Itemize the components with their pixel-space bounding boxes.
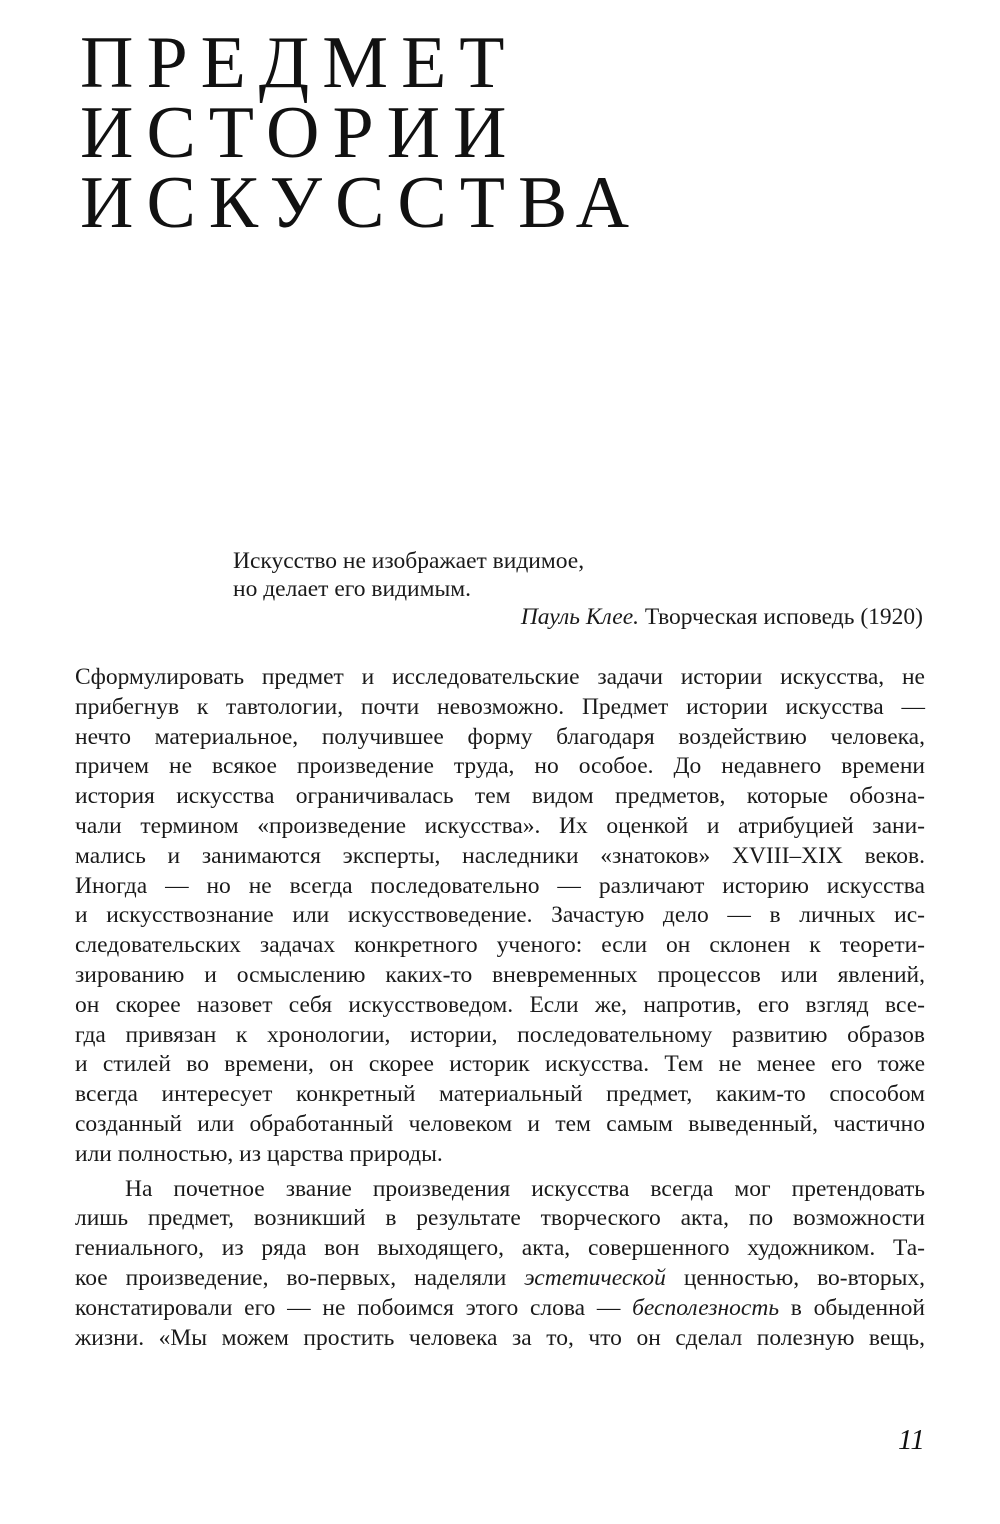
text-line: гениального, из ряда вон выходящего, акта, совершенного художником. Та- — [75, 1235, 925, 1262]
epigraph-author: Пауль Клее. — [520, 604, 640, 630]
epigraph-attribution — [233, 603, 923, 631]
text-line: всегда интересует конкретный материальный предмет, каким-то способом — [75, 1081, 925, 1108]
chapter-title-line-2: ИСТОРИИ — [80, 92, 520, 174]
epigraph-line-2: но делает его видимым. — [233, 576, 472, 602]
text-line: мались и занимаются эксперты, наследники «знатоков» XVIII–XIX веков. — [75, 842, 925, 869]
paragraph-1 — [75, 663, 925, 1170]
epigraph — [233, 547, 923, 631]
text-segment: ценностью, во-вторых, — [665, 1264, 925, 1291]
chapter-title — [80, 22, 643, 244]
emphasis-aesthetic: эстетической — [524, 1264, 666, 1291]
text-line: нечто материальное, получившее форму благодаря воздействию человека, — [75, 723, 925, 750]
paragraph-2 — [75, 1175, 925, 1354]
text-line: жизни. «Мы можем простить человека за то, что он сделал полезную вещь, — [75, 1324, 925, 1351]
text-line: история искусства ограничивалась тем видом предметов, которые обозна- — [75, 783, 925, 810]
text-line — [75, 1294, 925, 1324]
epigraph-source: Творческая исповедь (1920) — [639, 604, 923, 630]
chapter-title-line-1: ПРЕДМЕТ — [80, 22, 518, 104]
body-text — [75, 663, 925, 1353]
text-segment: в обыденной — [779, 1294, 925, 1321]
text-segment: кое произведение, во-первых, наделяли — [75, 1264, 525, 1291]
text-line — [75, 1264, 925, 1294]
text-line: чали термином «произведение искусства». Их оценкой и атрибуцией зани- — [75, 812, 925, 839]
text-line: он скорее назовет себя искусствоведом. Если же, напротив, его взгляд все- — [75, 991, 925, 1018]
text-line: прибегнув к тавтологии, почти невозможно. Предмет истории искусства — — [75, 693, 925, 720]
emphasis-uselessness: бесполезность — [632, 1294, 780, 1321]
text-line: следовательских задачах конкретного ученого: если он склонен к теорети- — [75, 932, 925, 959]
text-line: На почетное звание произведения искусства всегда мог претендовать — [125, 1175, 925, 1202]
text-line: созданный или обработанный человеком и тем самым выведенный, частично — [75, 1110, 925, 1137]
text-line: Сформулировать предмет и исследовательские задачи истории искусства, не — [75, 664, 925, 690]
text-line: зированию и осмыслению каких-то вневременных процессов или явлений, — [75, 961, 925, 988]
epigraph-line-1: Искусство не изображает видимое, — [233, 548, 585, 574]
page-number: 11 — [898, 1424, 925, 1456]
text-line: или полностью, из царства природы. — [75, 1140, 443, 1167]
chapter-title-line-3: ИСКУССТВА — [80, 162, 643, 244]
text-line: причем не всякое произведение труда, но особое. До недавнего времени — [75, 753, 925, 780]
text-line: лишь предмет, возникший в результате творческого акта, по возможности — [75, 1205, 925, 1232]
text-line: гда привязан к хронологии, истории, последовательному развитию образов — [75, 1021, 925, 1048]
text-line: Иногда — но не всегда последовательно — различают историю искусства — [75, 872, 925, 899]
text-line: и искусствознание или искусствоведение. Зачастую дело — в личных ис- — [75, 902, 925, 929]
text-line: и стилей во времени, он скорее историк искусства. Тем не менее его тоже — [75, 1051, 925, 1078]
text-segment: констатировали его — не побоимся этого слова — — [75, 1294, 633, 1321]
